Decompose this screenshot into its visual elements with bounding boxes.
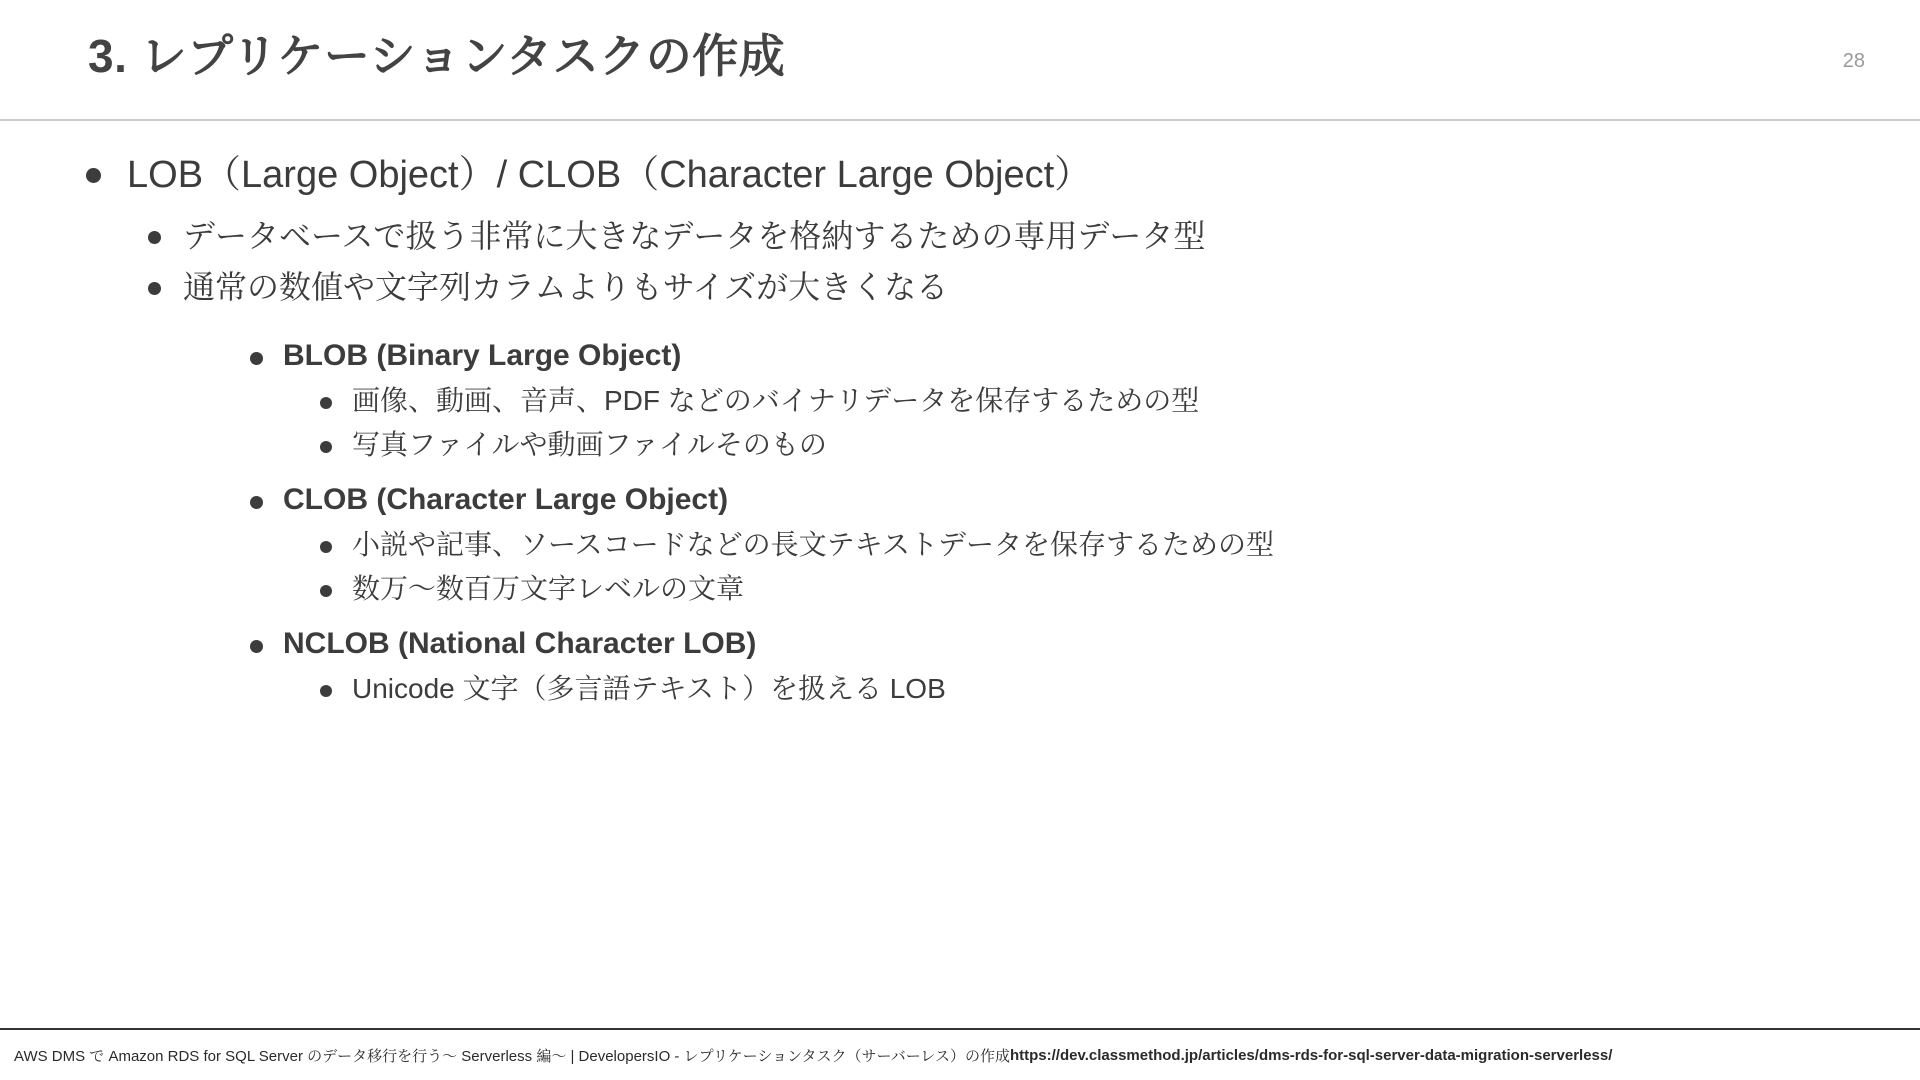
list-item-label: 画像、動画、音声、PDF などのバイナリデータを保存するための型 [352, 385, 1200, 417]
bullet-dot-icon [250, 496, 263, 509]
page-title: 3. レプリケーションタスクの作成 [88, 30, 786, 82]
bullet-dot-icon [148, 282, 161, 295]
slide-content [0, 150, 1920, 714]
list-item-label: 通常の数値や文字列カラムよりもサイズが大きくなる [183, 269, 949, 306]
list-item [0, 382, 1920, 420]
list-item-label: 数万〜数百万文字レベルの文章 [352, 573, 745, 605]
bullet-dot-icon [320, 541, 332, 553]
list-item-label: NCLOB (National Character LOB) [283, 626, 757, 660]
list-item-label: 写真ファイルや動画ファイルそのもの [352, 428, 827, 460]
bullet-dot-icon [148, 231, 161, 244]
slide-footer [0, 1028, 1920, 1080]
list-item-label: CLOB (Character Large Object) [283, 482, 729, 516]
list-item [0, 426, 1920, 464]
list-item-heading [0, 480, 1920, 521]
list-item [0, 150, 1920, 201]
bullet-dot-icon [320, 585, 332, 597]
list-item [0, 526, 1920, 564]
list-item-heading [0, 624, 1920, 665]
list-item-heading [0, 336, 1920, 377]
bullet-dot-icon [250, 352, 263, 365]
page-number: 28 [1842, 50, 1865, 72]
list-item-label: BLOB (Binary Large Object) [283, 338, 682, 372]
spacer [0, 614, 1920, 624]
bullet-dot-icon [250, 640, 263, 653]
list-item [0, 215, 1920, 258]
list-item-label: 小説や記事、ソースコードなどの長文テキストデータを保存するための型 [352, 529, 1275, 561]
list-item [0, 670, 1920, 708]
list-item [0, 266, 1920, 309]
footer-source-url[interactable]: https://dev.classmethod.jp/articles/dms-rds-for-sql-server-data-migration-serverless/ [1009, 1046, 1613, 1064]
list-item-label: データベースで扱う非常に大きなデータを格納するための専用データ型 [183, 218, 1206, 255]
slide-header [0, 0, 1920, 121]
bullet-dot-icon [320, 441, 332, 453]
spacer [0, 470, 1920, 480]
spacer [0, 318, 1920, 336]
list-item-label: LOB（Large Object）/ CLOB（Character Large Object） [127, 154, 1093, 196]
footer-source-text: AWS DMS で Amazon RDS for SQL Server のデータ移行を行う〜 Serverless 編〜 | DevelopersIO - レプリケーションタスク（サーバーレス）の作成 [14, 1047, 1010, 1065]
list-item [0, 570, 1920, 608]
list-item-label: Unicode 文字（多言語テキスト）を扱える LOB [352, 673, 946, 705]
bullet-dot-icon [86, 168, 101, 183]
bullet-dot-icon [320, 685, 332, 697]
bullet-dot-icon [320, 397, 332, 409]
